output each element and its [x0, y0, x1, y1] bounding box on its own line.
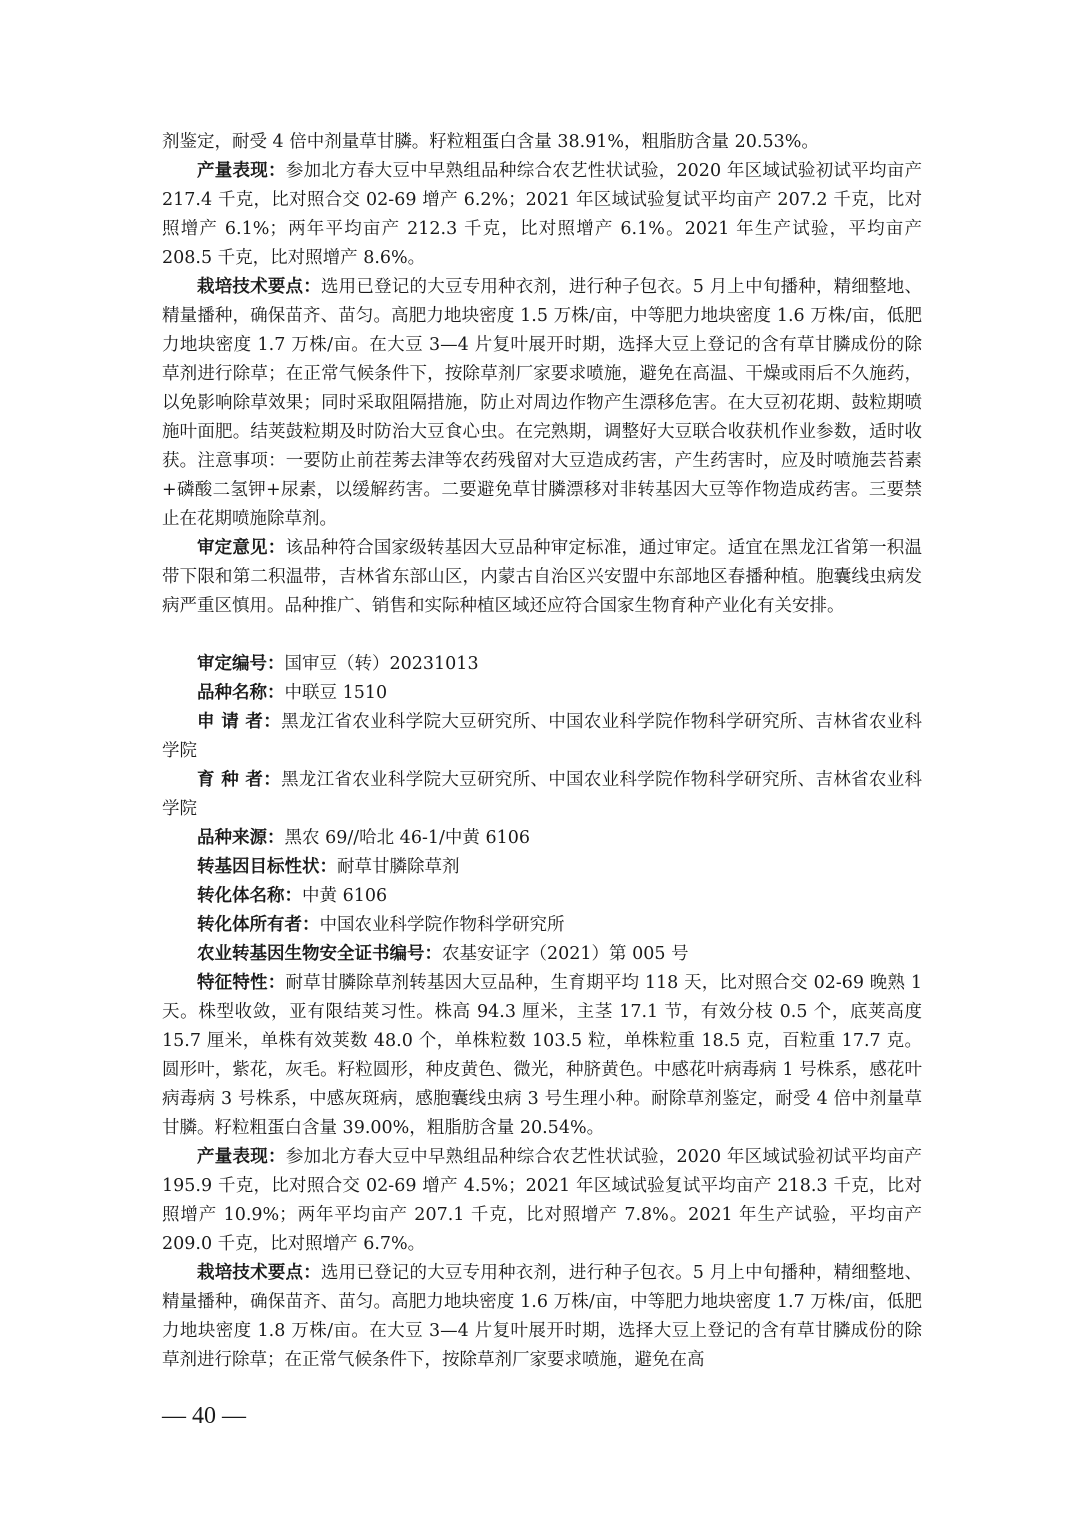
applicant-value: 黑龙江省农业科学院大豆研究所、中国农业科学院作物科学研究所、吉林省农业科学院 [162, 712, 922, 761]
cultivation-label: 栽培技术要点： [197, 1263, 321, 1283]
gm-trait-value: 耐草甘膦除草剂 [337, 857, 460, 877]
prev-cultivation-text: 选用已登记的大豆专用种衣剂，进行种子包衣。5 月上中旬播种，精细整地、精量播种，确保苗齐、苗匀。高肥力地块密度 1.5 万株/亩，中等肥力地块密度 1.6 万株/亩，低肥力地块密度 1.7 万株/亩。在大豆 3—4 片复叶展开时期，选择大豆上登记的含有草甘膦成份的除草剂进行除草；在正常气候条件下，按除草剂厂家要求喷施，避免在高温、干燥或雨后不久施药，以免影响除草效果；同时采取阻隔措施，防止对周边作物产生漂移危害。在大豆初花期、鼓粒期喷施叶面肥。结荚鼓粒期及时防治大豆食心虫。在完熟期，调整好大豆联合收获机作业参数，适时收获。注意事项：一要防止前茬莠去津等农药残留对大豆造成药害，产生药害时，应及时喷施芸苔素+磷酸二氢钾+尿素，以缓解药害。二要避免草甘膦漂移对非转基因大豆等作物造成药害。三要禁止在花期喷施除草剂。 [162, 277, 922, 529]
transformant-name-field [162, 882, 922, 911]
transformant-name-value: 中黄 6106 [302, 886, 388, 906]
gm-trait-label: 转基因目标性状： [197, 857, 337, 877]
prev-yield-text: 参加北方春大豆中早熟组品种综合农艺性状试验，2020 年区域试验初试平均亩产 217.4 千克，比对照合交 02-69 增产 6.2%；2021 年区域试验复试平均亩产 207.2 千克，比对照增产 6.1%；两年平均亩产 212.3 千克，比对照增产 6.1%。2021 年生产试验，平均亩产 208.5 千克，比对照增产 8.6%。 [162, 161, 922, 268]
variety-source-label: 品种来源： [197, 828, 285, 848]
breeder-label: 育 种 者： [197, 770, 282, 790]
approval-number-label: 审定编号： [197, 654, 285, 674]
prev-opinion-label: 审定意见： [197, 538, 286, 558]
characteristics-label: 特征特性： [197, 973, 286, 993]
prev-opinion-paragraph [162, 534, 922, 621]
yield-paragraph [162, 1143, 922, 1259]
document-body [162, 128, 922, 1375]
gm-trait-field [162, 853, 922, 882]
yield-text: 参加北方春大豆中早熟组品种综合农艺性状试验，2020 年区域试验初试平均亩产 195.9 千克，比对照合交 02-69 增产 4.5%；2021 年区域试验复试平均亩产 218.3 千克，比对照增产 10.9%；两年平均亩产 207.1 千克，比对照增产 7.8%。2021 年生产试验，平均亩产 209.0 千克，比对照增产 6.7%。 [162, 1147, 922, 1254]
transformant-owner-label: 转化体所有者： [197, 915, 320, 935]
characteristics-paragraph [162, 969, 922, 1143]
cultivation-text: 选用已登记的大豆专用种衣剂，进行种子包衣。5 月上中旬播种，精细整地、精量播种，确保苗齐、苗匀。高肥力地块密度 1.6 万株/亩，中等肥力地块密度 1.7 万株/亩，低肥力地块密度 1.8 万株/亩。在大豆 3—4 片复叶展开时期，选择大豆上登记的含有草甘膦成份的除草剂进行除草；在正常气候条件下，按除草剂厂家要求喷施，避免在高 [162, 1263, 922, 1370]
section-spacer [162, 621, 922, 650]
biosafety-cert-value: 农基安证字（2021）第 005 号 [442, 944, 689, 964]
yield-label: 产量表现： [197, 1147, 286, 1167]
transformant-name-label: 转化体名称： [197, 886, 302, 906]
prev-characteristics-tail [162, 128, 922, 157]
variety-name-field [162, 679, 922, 708]
biosafety-cert-field [162, 940, 922, 969]
prev-cultivation-paragraph [162, 273, 922, 534]
variety-name-value: 中联豆 1510 [284, 683, 388, 703]
biosafety-cert-label: 农业转基因生物安全证书编号： [197, 944, 442, 964]
variety-source-field [162, 824, 922, 853]
page-number: — 40 — [162, 1403, 246, 1429]
characteristics-text: 耐草甘膦除草剂转基因大豆品种，生育期平均 118 天，比对照合交 02-69 晚熟 1 天。株型收敛，亚有限结荚习性。株高 94.3 厘米，主茎 17.1 节，有效分枝 0.5 个，底荚高度 15.7 厘米，单株有效荚数 48.0 个，单株粒数 103.5 粒，单株粒重 18.5 克，百粒重 17.7 克。圆形叶，紫花，灰毛。籽粒圆形，种皮黄色、微光，种脐黄色。中感花叶病毒病 1 号株系，感花叶病毒病 3 号株系，中感灰斑病，感胞囊线虫病 3 号生理小种。耐除草剂鉴定，耐受 4 倍中剂量草甘膦。籽粒粗蛋白含量 39.00%，粗脂肪含量 20.54%。 [162, 973, 923, 1138]
variety-source-value: 黑农 69//哈北 46-1/中黄 6106 [284, 828, 530, 848]
cultivation-paragraph [162, 1259, 922, 1375]
transformant-owner-field [162, 911, 922, 940]
prev-yield-paragraph [162, 157, 922, 273]
prev-yield-label: 产量表现： [197, 161, 286, 181]
variety-name-label: 品种名称： [197, 683, 285, 703]
approval-number-field [162, 650, 922, 679]
prev-characteristics-text: 剂鉴定，耐受 4 倍中剂量草甘膦。籽粒粗蛋白含量 38.91%，粗脂肪含量 20.53%。 [162, 132, 819, 152]
applicant-field [162, 708, 922, 766]
prev-opinion-text: 该品种符合国家级转基因大豆品种审定标准，通过审定。适宜在黑龙江省第一积温带下限和第二积温带，吉林省东部山区，内蒙古自治区兴安盟中东部地区春播种植。胞囊线虫病发病严重区慎用。品种推广、销售和实际种植区域还应符合国家生物育种产业化有关安排。 [162, 538, 922, 616]
breeder-value: 黑龙江省农业科学院大豆研究所、中国农业科学院作物科学研究所、吉林省农业科学院 [162, 770, 922, 819]
breeder-field [162, 766, 922, 824]
prev-cultivation-label: 栽培技术要点： [197, 277, 321, 297]
transformant-owner-value: 中国农业科学院作物科学研究所 [319, 915, 565, 935]
applicant-label: 申 请 者： [197, 712, 282, 732]
approval-number-value: 国审豆（转）20231013 [284, 654, 479, 674]
